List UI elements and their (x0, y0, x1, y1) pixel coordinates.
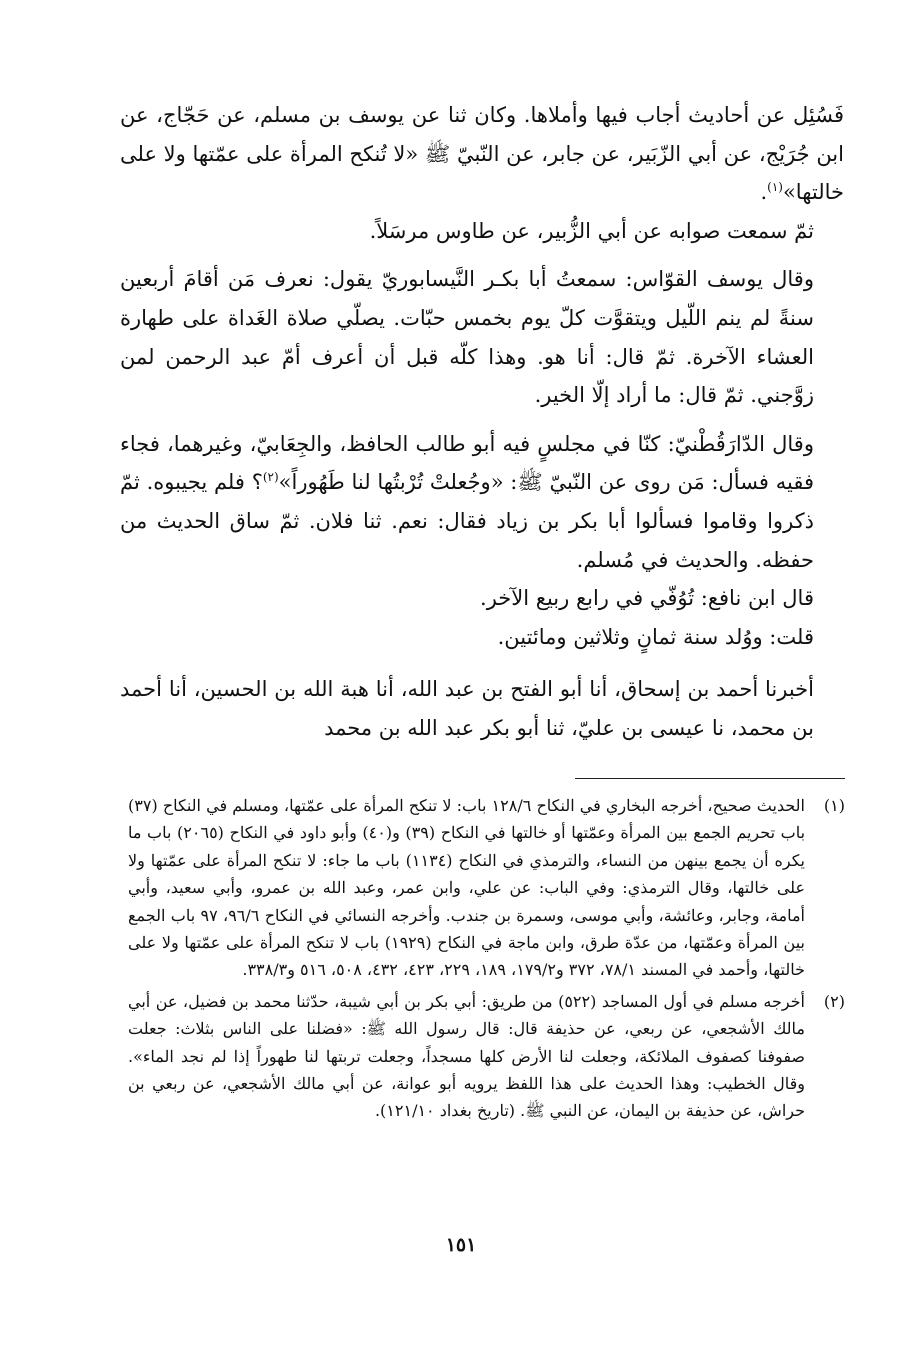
paragraph: قلت: ووُلد سنة ثمانٍ وثلاثين ومائتين. (497, 624, 814, 649)
footnote-number: (١) (823, 796, 845, 815)
main-text (120, 96, 844, 748)
footnote-text: الحديث صحيح، أخرجه البخاري في النكاح ١٢٨/٦ باب: لا تنكح المرأة على عمّتها، ومسلم في النكاح (٣٧) باب تحريم الجمع بين المرأة وعمّتها أو خالتها في النكاح (٣٩) و(٤٠) وأبو داود في النكاح (٢٠٦٥) باب ما يكره أن يجمع بينهن من النساء، والترمذي في النكاح (١١٣٤) باب ما جاء: لا تنكح المرأة على عمّتها ولا على خالتها، وقال الترمذي: وفي الباب: عن علي، وابن عمر، وعبد الله بن عمرو، وأبي سعيد، وأبي أمامة، وجابر، وعائشة، وأبي موسى، وسمرة بن جندب. وأخرجه النسائي في النكاح ٩٦/٦، ٩٧ باب الجمع بين المرأة وعمّتها، من عدّة طرق، وابن ماجة في النكاح (١٩٢٩) باب لا تنكح المرأة على عمّتها ولا على خالتها، وأحمد في المسند ٧٨/١، ٣٧٢ و١٧٩/٢، ١٨٩، ٢٢٩، ٤٢٣، ٤٣٢، ٥٠٨، ٥١٦ و٣٣٨/٣. (128, 796, 806, 980)
paragraph: ثمّ سمعت صوابه عن أبي الزُّبير، عن طاوس مرسَلاً. (369, 218, 814, 243)
paragraph: قال ابن نافع: تُوُفّي في رابع ربيع الآخر. (480, 586, 814, 611)
paragraph-text: وقال الدّارَقُطْنيّ: كنّا في مجلسٍ فيه أبو طالب الحافظ، والجِعَابيّ، وغيرهما، فجاء فقيه فسأل: مَن روى عن النّبيّ ﷺ: «وجُعلتْ تُرْبتُها لنا طَهُوراً» (120, 431, 815, 495)
paragraph-text: ؟ فلم يجيبوه. ثمّ ذكروا وقاموا فسألوا أبا بكر بن زياد فقال: نعم. ثنا فلان. ثمّ ساق الحديث من حفظه. والحديث في مُسلم. (120, 470, 814, 572)
paragraph (120, 96, 844, 212)
footnote-divider (575, 778, 845, 779)
footnote-number: (٢) (823, 991, 845, 1011)
paragraph (120, 425, 844, 579)
footnote-text: أخرجه مسلم في أول المساجد (٥٢٢) من طريق: أبي بكر بن أبي شيبة، حدّثنا محمد بن فضيل، عن أبي مالك الأشجعي، عن ربعي، عن حذيفة قال: قال رسول الله ﷺ: «فضلنا على الناس بثلاث: جعلت صفوفنا كصفوف الملائكة، وجعلت لنا الأرض كلها مسجداً، وجعلت تربتها لنا طهوراً إذا لم نجد الماء». وقال الخطيب: وهذا الحديث على هذا اللفظ يرويه أبو عوانة، عن أبي مالك الأشجعي، عن ربعي بن حراش، عن حذيفة بن اليمان، عن النبي ﷺ. (تاريخ بغداد ١٢١/١٠). (128, 991, 805, 1121)
footnote-ref[interactable]: (١) (767, 180, 783, 195)
paragraph: وقال يوسف القوّاس: سمعتُ أبا بكـر النَّيسابوريّ يقول: نعرف مَن أقامَ أربعين سنةً لم ينم اللّيل ويتقوَّت كلّ يوم بخمس حبّات. يصلّي صلاة الغَداة على طهارة العشاء الآخرة. ثمّ قال: أنا هو. وهذا كلّه قبل أن أعرف أمّ عبد الرحمن لمن زوَّجني. ثمّ قال: ما أراد إلّا الخير. (120, 267, 814, 408)
punctuation: . (760, 180, 768, 205)
footnote-item (128, 988, 845, 1125)
paragraph: أخبرنا أحمد بن إسحاق، أنا أبو الفتح بن عبد الله، أنا هبة الله بن الحسين، أنا أحمد بن محمد، نا عيسى بن عليّ، ثنا أبو بكر عبد الله بن محمد (120, 677, 814, 740)
footnote-ref[interactable]: (٢) (262, 470, 279, 485)
paragraph-text: فَسُئِل عن أحاديث أجاب فيها وأملاها. وكان ثنا عن يوسف بن مسلم، عن حَجّاج، عن ابن جُرَيْج، عن أبي الزّبَير، عن جابر، عن النّبيّ ﷺ «لا تُنكح المرأة على عمّتها ولا على خالتها» (120, 103, 844, 205)
footnote-item (128, 792, 845, 984)
footnotes (128, 792, 845, 1129)
page-number: ١٥١ (445, 1234, 477, 1256)
